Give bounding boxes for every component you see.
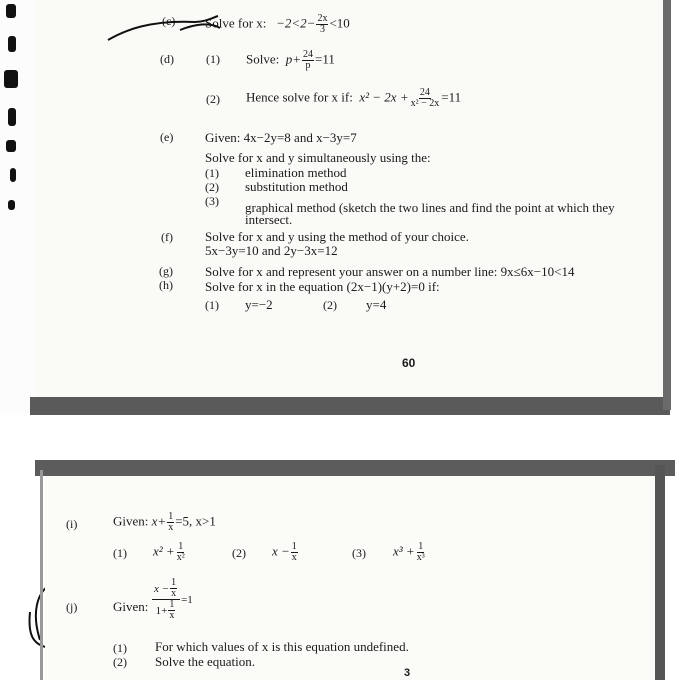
question-i-given (113, 512, 216, 533)
subpart-number: (2) (113, 655, 127, 669)
frac-den: x (291, 552, 297, 563)
question-d2-text: Hence solve for x if: (246, 89, 353, 105)
question-d1-rhs: =11 (315, 51, 335, 67)
question-d1-text: Solve: (246, 51, 280, 67)
method-number: (1) (205, 166, 219, 180)
frac-num: 1 (171, 577, 177, 588)
question-j1: For which values of x is this equation undefined. (155, 639, 409, 654)
option-2: y=4 (366, 297, 387, 312)
frac-den: x² − 2x (410, 98, 440, 109)
subpart-number: (1) (206, 52, 220, 66)
question-f-equations: 5x−3y=10 and 2y−3x=12 (205, 243, 338, 258)
frac-den: x (169, 610, 175, 621)
part-label-e: (e) (160, 130, 174, 144)
frac-num: 1 (169, 599, 175, 610)
method-graphical: graphical method (sketch the two lines and find the point at which they (245, 200, 615, 215)
question-e-given: Given: 4x−2y=8 and x−3y=7 (205, 130, 357, 145)
part-label-d: (d) (160, 52, 174, 66)
fraction (291, 542, 298, 563)
frac-den: x³ (416, 552, 425, 563)
fraction (416, 542, 426, 563)
question-i1 (153, 542, 187, 563)
question-c-expr-left: −2<2− (276, 15, 316, 31)
question-d2-rhs: =11 (441, 89, 462, 105)
question-e-instruction: Solve for x and y simultaneously using the: (205, 150, 431, 165)
frac-num: 24 (419, 87, 430, 98)
subpart-number: (2) (232, 546, 246, 560)
j-bot-lhs: 1+ (155, 604, 168, 617)
fraction (167, 512, 174, 533)
question-g-instruction: Solve for x and represent your answer on a number line: 9x≤6x−10<14 (205, 264, 575, 279)
method-substitution: substitution method (245, 179, 348, 194)
subpart-number: (1) (113, 641, 127, 655)
question-j2: Solve the equation. (155, 654, 256, 669)
frac-num: 2x (317, 13, 328, 24)
question-i-given-label: Given: (113, 513, 149, 529)
page-edge (40, 470, 43, 680)
question-i3-lhs: x³ + (393, 543, 415, 559)
fraction (176, 542, 186, 563)
j-rhs: =1 (181, 593, 193, 606)
part-label-h: (h) (159, 278, 173, 292)
part-label-j: (j) (66, 600, 78, 614)
method-elimination: elimination method (245, 165, 347, 180)
part-label-f: (f) (161, 230, 173, 244)
complex-denominator (154, 600, 179, 621)
method-number: (3) (205, 194, 219, 208)
page-number: 60 (402, 356, 416, 370)
option-number: (1) (205, 298, 219, 312)
frac-den: x (171, 588, 177, 599)
question-c-expr-right: <10 (329, 15, 350, 31)
subpart-number: (1) (113, 546, 127, 560)
part-label-c: (c) (162, 14, 176, 28)
frac-den: x² (176, 552, 185, 563)
question-i-rhs: =5, x>1 (175, 513, 216, 529)
frac-den: x (168, 522, 174, 533)
question-f-instruction: Solve for x and y using the method of your choice. (205, 229, 469, 244)
option-1: y=−2 (245, 297, 273, 312)
subpart-number: (3) (352, 546, 366, 560)
frac-num: 1 (168, 511, 174, 522)
question-i2-lhs: x − (272, 543, 290, 559)
frac-den: 3 (319, 24, 325, 35)
question-j-complex-fraction (152, 578, 193, 621)
frac-num: 1 (418, 541, 424, 552)
question-c-instruction: Solve for x: (205, 15, 267, 31)
frac-num: 1 (178, 541, 184, 552)
question-i-lhs: x+ (151, 513, 167, 529)
j-top-lhs: x − (154, 582, 170, 595)
method-number: (2) (205, 180, 219, 194)
page-number: 3 (404, 667, 411, 679)
complex-numerator (152, 578, 180, 600)
page-edge (655, 465, 665, 680)
fraction (170, 578, 177, 599)
subpart-number: (2) (206, 92, 220, 106)
fraction (168, 600, 175, 621)
question-h-instruction: Solve for x in the equation (2x−1)(y+2)=0 if: (205, 279, 440, 294)
question-i2 (272, 542, 299, 563)
method-graphical-cont: intersect. (245, 212, 293, 227)
page-gap (0, 415, 700, 465)
question-i1-lhs: x² + (153, 543, 175, 559)
part-label-g: (g) (159, 264, 173, 278)
frac-den: p (305, 60, 311, 71)
question-d2-lhs: x² − 2x + (359, 89, 409, 105)
frac-num: 1 (291, 541, 297, 552)
option-number: (2) (323, 298, 337, 312)
page-shadow (35, 460, 675, 476)
frac-num: 24 (303, 49, 314, 60)
part-label-i: (i) (66, 517, 78, 531)
question-i3 (393, 542, 427, 563)
question-d1-lhs: p+ (285, 51, 302, 67)
question-j-given: Given: (113, 599, 149, 614)
